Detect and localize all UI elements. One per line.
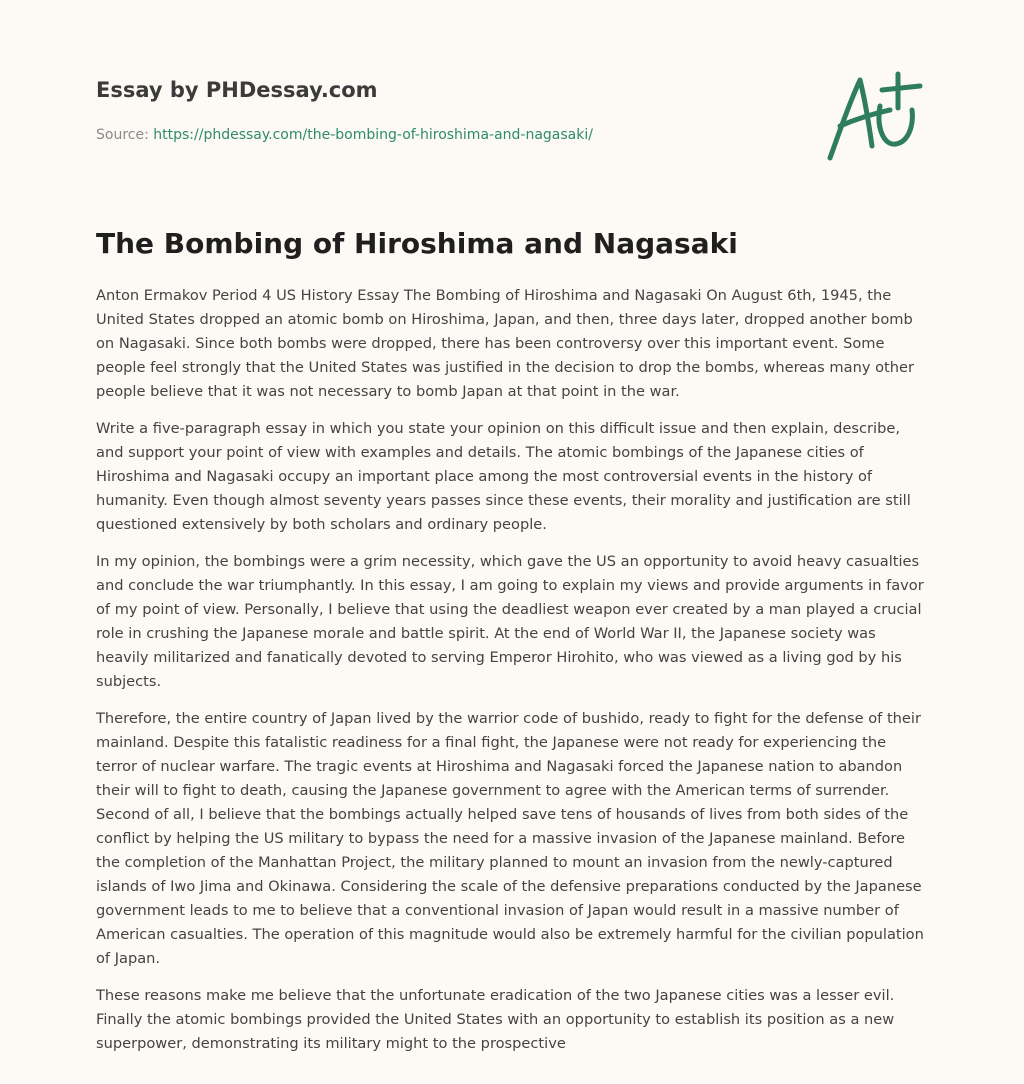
essay-body (96, 284, 930, 1069)
site-title: Essay by PHDessay.com (96, 78, 378, 102)
page-header (96, 76, 796, 144)
source-label: Source: (96, 127, 149, 143)
a-plus-icon (820, 66, 930, 166)
essay-paragraph: These reasons make me believe that the unfortunate eradication of the two Japanese cities was a lesser evil. Finally the atomic bombings provided the United States with an opportunity to establish its position as a new superpower, demonstrating its military might to the prospective (96, 987, 895, 1052)
essay-paragraph: Anton Ermakov Period 4 US History Essay The Bombing of Hiroshima and Nagasaki On August 6th, 1945, the United States dropped an atomic bomb on Hiroshima, Japan, and then, three days later, dropped another bomb on Nagasaki. Since both bombs were dropped, there has been controversy over this important event. Some people feel strongly that the United States was justified in the decision to drop the bombs, whereas many other people believe that it was not necessary to bomb Japan at that point in the war. (96, 287, 914, 400)
essay-title: The Bombing of Hiroshima and Nagasaki (96, 227, 738, 260)
source-line (96, 126, 796, 144)
source-link[interactable]: https://phdessay.com/the-bombing-of-hiroshima-and-nagasaki/ (153, 127, 593, 143)
essay-paragraph: In my opinion, the bombings were a grim necessity, which gave the US an opportunity to avoid heavy casualties and conclude the war triumphantly. In this essay, I am going to explain my views and provide arguments in favor of my point of view. Personally, I believe that using the deadliest weapon ever created by a man played a crucial role in crushing the Japanese morale and battle spirit. At the end of World War II, the Japanese society was heavily militarized and fanatically devoted to serving Emperor Hirohito, who was viewed as a living god by his subjects. (96, 553, 924, 690)
essay-paragraph: Therefore, the entire country of Japan lived by the warrior code of bushido, ready to fight for the defense of their mainland. Despite this fatalistic readiness for a final fight, the Japanese were not ready for experiencing the terror of nuclear warfare. The tragic events at Hiroshima and Nagasaki forced the Japanese nation to abandon their will to fight to death, causing the Japanese government to agree with the American terms of surrender. Second of all, I believe that the bombings actually helped save tens of housands of lives from both sides of the conflict by helping the US military to bypass the need for a massive invasion of the Japanese mainland. Before the completion of the Manhattan Project, the military planned to mount an invasion from the newly-captured islands of Iwo Jima and Okinawa. Considering the scale of the defensive preparations conducted by the Japanese government leads to me to believe that a conventional invasion of Japan would result in a massive number of American casualties. The operation of this magnitude would also be extremely harmful for the civilian population of Japan. (96, 710, 924, 967)
essay-paragraph: Write a five-paragraph essay in which you state your opinion on this difficult issue and then explain, describe, and support your point of view with examples and details. The atomic bombings of the Japanese cities of Hiroshima and Nagasaki occupy an important place among the most controversial events in the history of humanity. Even though almost seventy years passes since these events, their morality and justification are still questioned extensively by both scholars and ordinary people. (96, 420, 911, 533)
